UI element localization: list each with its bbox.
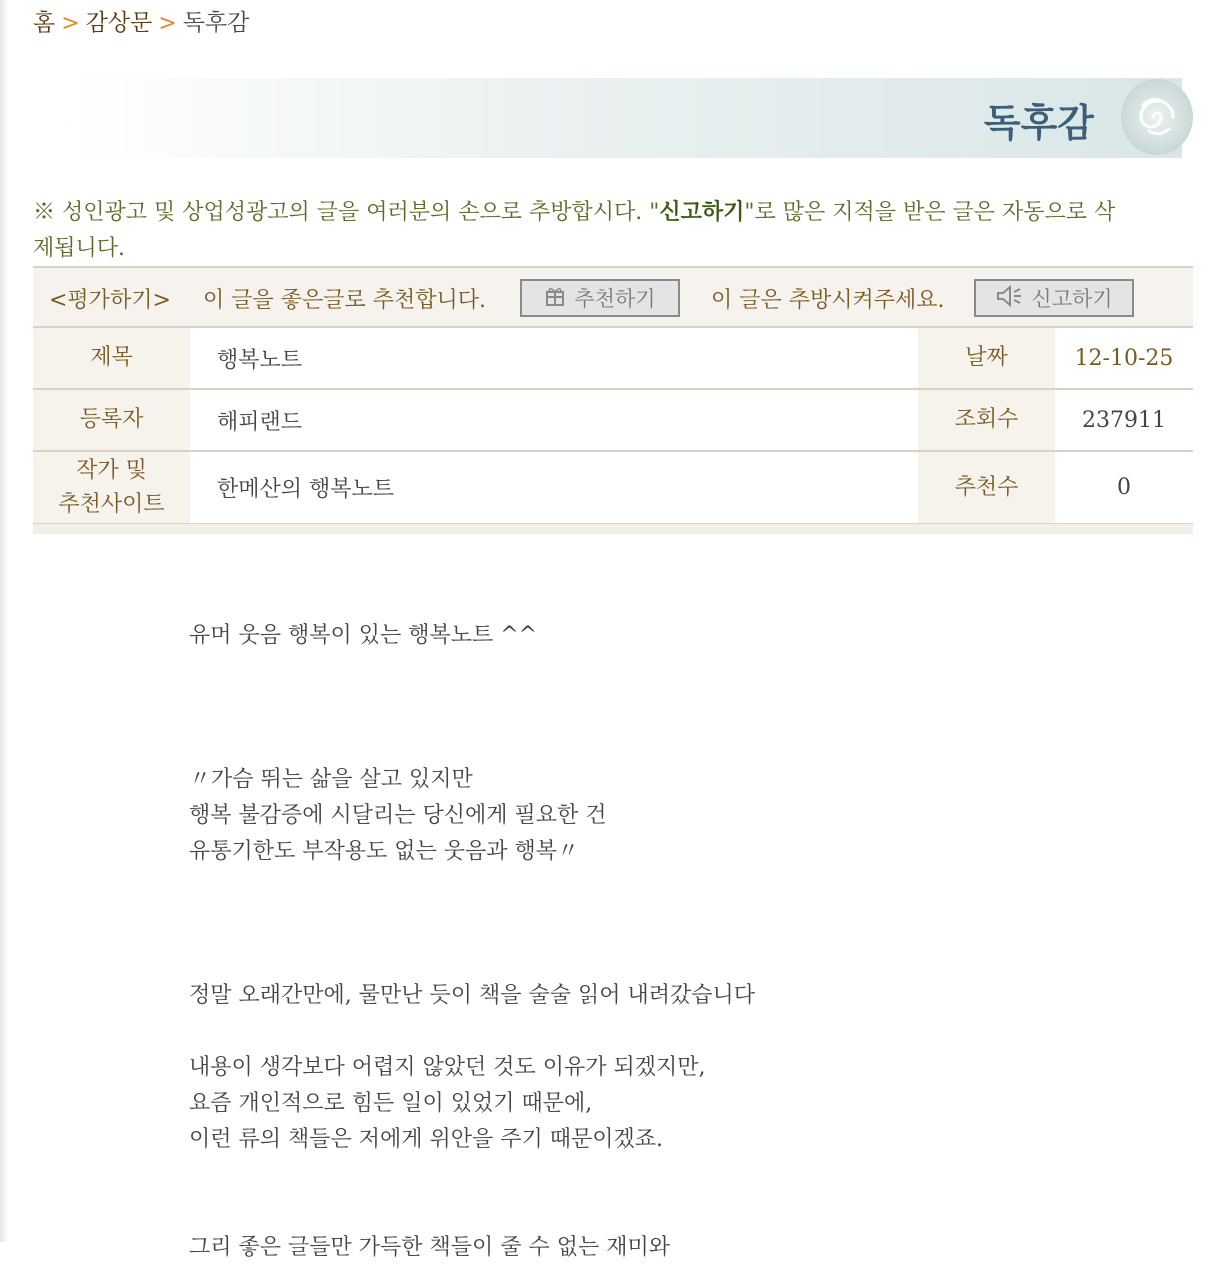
body-line: 그리 좋은 글들만 가득한 책들이 줄 수 없는 재미와	[189, 1235, 670, 1260]
post-body	[189, 618, 1089, 1266]
page-left-edge	[0, 0, 8, 1242]
quote-line: 행복 불감증에 시달리는 당신에게 필요한 건	[189, 803, 607, 828]
source-value: 한메산의 행복노트	[190, 451, 918, 524]
swirl-emblem-icon	[1121, 79, 1193, 155]
author-label: 등록자	[33, 389, 190, 451]
date-value: 12-10-25	[1055, 328, 1193, 389]
post-info-table	[33, 328, 1193, 525]
source-label	[33, 451, 190, 524]
recommend-button-label: 추천하기	[574, 287, 656, 311]
breadcrumb	[33, 6, 249, 41]
source-label-line2: 추천사이트	[58, 491, 165, 517]
page-title: 독후감	[983, 100, 1094, 145]
table-row	[33, 389, 1193, 451]
breadcrumb-category-link[interactable]: 감상문	[85, 10, 153, 36]
date-label: 날짜	[918, 328, 1055, 389]
breadcrumb-home-link[interactable]: 홈	[33, 10, 56, 36]
quote-line: 〃가슴 뛰는 삶을 살고 있지만	[189, 767, 473, 792]
recommend-count-value: 0	[1055, 451, 1193, 524]
views-value: 237911	[1055, 389, 1193, 451]
recommend-button[interactable]	[520, 279, 680, 317]
title-label: 제목	[33, 328, 190, 389]
notice-suffix: "로 많은 지적을 받은 글은 자동으로 삭제됩니다.	[33, 200, 1116, 261]
report-button[interactable]	[974, 279, 1134, 317]
body-line: 이런 류의 책들은 저에게 위안을 주기 때문이겠죠.	[189, 1127, 663, 1152]
body-line: 유머 웃음 행복이 있는 행복노트 ^^	[189, 623, 538, 648]
notice-emphasis: 신고하기	[659, 199, 745, 225]
table-row	[33, 451, 1193, 524]
body-line: 정말 오래간만에, 물만난 듯이 책을 술술 읽어 내려갔습니다	[189, 983, 755, 1008]
body-line: 요즘 개인적으로 힘든 일이 있었기 때문에,	[189, 1091, 593, 1116]
table-footer-band	[33, 524, 1193, 534]
report-button-label: 신고하기	[1031, 287, 1113, 311]
table-row	[33, 328, 1193, 389]
notice-prefix: ※ 성인광고 및 상업성광고의 글을 여러분의 손으로 추방합시다. "	[33, 200, 660, 225]
evaluation-label: <평가하기>	[49, 288, 171, 313]
breadcrumb-separator: >	[158, 11, 177, 36]
author-value: 해피랜드	[190, 389, 918, 451]
breadcrumb-current: 독후감	[182, 10, 250, 36]
views-label: 조회수	[918, 389, 1055, 451]
body-line: 내용이 생각보다 어렵지 않았던 것도 이유가 되겠지만,	[189, 1055, 706, 1080]
notice-text	[33, 194, 1123, 267]
source-label-line1: 작가 및	[76, 457, 147, 483]
recommend-count-label: 추천수	[918, 451, 1055, 524]
recommend-prompt: 이 글을 좋은글로 추천합니다.	[203, 288, 486, 313]
report-prompt: 이 글은 추방시켜주세요.	[711, 288, 945, 313]
speaker-mute-icon	[995, 284, 1023, 313]
gift-icon	[544, 285, 566, 312]
evaluation-bar	[33, 266, 1193, 328]
breadcrumb-separator: >	[61, 11, 80, 36]
quote-line: 유통기한도 부작용도 없는 웃음과 행복〃	[189, 839, 580, 864]
title-value: 행복노트	[190, 328, 918, 389]
